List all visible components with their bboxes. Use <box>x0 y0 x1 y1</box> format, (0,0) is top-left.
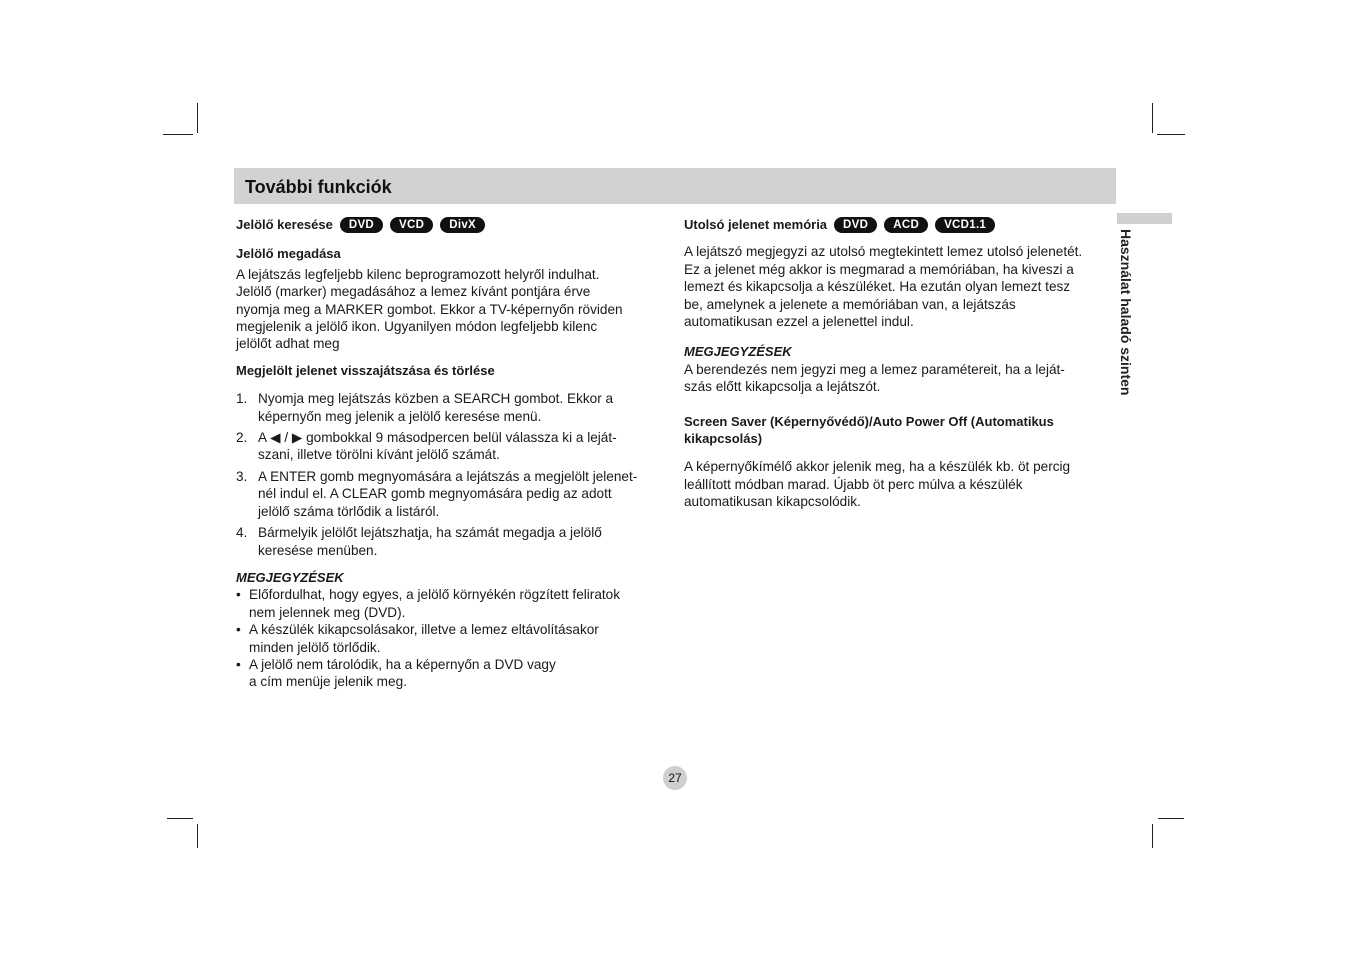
notes-heading: MEGJEGYZÉSEK <box>236 569 344 585</box>
text-line: szás előtt kikapcsolja a lejátszót. <box>684 379 881 395</box>
badge-dvd: DVD <box>340 217 383 233</box>
text-line: leállított módban marad. Újabb öt perc múlva a készülék <box>684 476 1023 492</box>
text-line: Screen Saver (Képernyővédő)/Auto Power Off (Automatikus <box>684 413 1054 429</box>
crop-mark <box>1158 818 1184 819</box>
text-line: megjelenik a jelölő ikon. Ugyanilyen módon legfeljebb kilenc <box>236 319 598 335</box>
badge-vcd: VCD <box>390 217 433 233</box>
text-line: képernyőn meg jelenik a jelölő keresése menü. <box>258 408 542 424</box>
text-line: be, amelynek a jelenete a memóriában van, a lejátszás <box>684 296 1016 312</box>
text-line: A ◀ / ▶ gombokkal 9 másodpercen belül válassza ki a leját- <box>258 430 617 446</box>
text-line: Ez a jelenet még akkor is megmarad a memóriában, ha kiveszi a <box>684 261 1074 277</box>
list-item <box>236 586 666 621</box>
side-section-label: Használat haladó szinten <box>1118 229 1134 396</box>
text-line: automatikusan kikapcsolódik. <box>684 494 861 510</box>
paragraph-last-scene <box>684 243 1114 330</box>
text-line: jelölőt adhat meg <box>236 336 340 352</box>
text-line: A készülék kikapcsolásakor, illetve a lemez eltávolításakor <box>249 622 599 638</box>
badge-dvd: DVD <box>834 217 877 233</box>
side-tab-marker <box>1117 213 1172 224</box>
text-line: nem jelennek meg (DVD). <box>249 604 406 620</box>
section-title-last-scene <box>684 216 1114 233</box>
text-line: A ENTER gomb megnyomására a lejátszás a megjelölt jelenet- <box>258 468 638 484</box>
text-line: A jelölő nem tárolódik, ha a képernyőn a DVD vagy <box>249 656 556 672</box>
badge-vcd11: VCD1.1 <box>935 217 995 233</box>
list-item <box>236 621 666 656</box>
text-line: A lejátszás legfeljebb kilenc beprogramozott helyről indulhat. <box>236 266 600 282</box>
section-title-text: Jelölő keresése <box>236 217 333 232</box>
text-line: Jelölő (marker) megadásához a lemez kívánt pontjára érve <box>236 284 591 300</box>
text-line: szani, illetve törölni kívánt jelölő számát. <box>258 447 500 463</box>
text-line: keresése menüben. <box>258 542 378 558</box>
text-line: A berendezés nem jegyzi meg a lemez paramétereit, ha a leját- <box>684 361 1065 377</box>
badge-divx: DivX <box>440 217 485 233</box>
list-item <box>236 468 666 520</box>
text-line: nyomja meg a MARKER gombot. Ekkor a TV-képernyőn röviden <box>236 301 623 317</box>
crop-mark <box>1157 134 1185 135</box>
header-bar <box>234 168 1116 204</box>
notes-heading: MEGJEGYZÉSEK <box>684 344 792 360</box>
paragraph-screen-saver <box>684 458 1114 510</box>
text-line: Előfordulhat, hogy egyes, a jelölő környékén rögzített feliratok <box>249 587 621 603</box>
crop-mark <box>197 824 198 848</box>
right-column <box>684 216 1114 511</box>
notes-list <box>236 586 666 690</box>
crop-mark <box>163 134 193 135</box>
text-line: jelölő száma törlődik a listáról. <box>258 503 440 519</box>
section-title-text: Utolsó jelenet memória <box>684 217 828 232</box>
page-title: További funkciók <box>245 177 392 197</box>
text-line: Nyomja meg lejátszás közben a SEARCH gombot. Ekkor a <box>258 391 614 407</box>
text-line: lemezt és kikapcsolja a készüléket. Ha ezután olyan lemezt tesz <box>684 279 1071 295</box>
crop-mark <box>1152 824 1153 848</box>
subheading-replay-delete: Megjelölt jelenet visszajátszása és törlése <box>236 362 495 378</box>
step-number: 2. <box>236 430 248 446</box>
list-item <box>236 390 666 425</box>
text-line: A lejátszó megjegyzi az utolsó megtekintett lemez utolsó jelenetét. <box>684 244 1083 260</box>
crop-mark <box>197 103 198 133</box>
badge-acd: ACD <box>884 217 928 233</box>
page-number: 27 <box>663 766 687 790</box>
text-line: kikapcsolás) <box>684 431 763 447</box>
text-line: minden jelölő törlődik. <box>249 639 381 655</box>
text-line: Bármelyik jelölőt lejátszhatja, ha számát megadja a jelölő <box>258 525 602 541</box>
step-number: 1. <box>236 391 248 407</box>
list-item <box>236 429 666 464</box>
text-line: automatikusan ezzel a jelenettel indul. <box>684 314 914 330</box>
left-column <box>236 216 666 691</box>
bullet-icon: • <box>236 587 241 603</box>
step-number: 4. <box>236 525 248 541</box>
text-line: nél indul el. A CLEAR gomb megnyomására pedig az adott <box>258 486 612 502</box>
list-item <box>236 524 666 559</box>
list-item <box>236 656 666 691</box>
section-title-marker-search <box>236 216 666 233</box>
crop-mark <box>167 818 193 819</box>
bullet-icon: • <box>236 656 241 672</box>
steps-list <box>236 390 666 559</box>
crop-mark <box>1152 103 1153 133</box>
subheading-screen-saver <box>684 413 1114 448</box>
subheading-set-marker: Jelölő megadása <box>236 246 341 262</box>
text-line: A képernyőkímélő akkor jelenik meg, ha a készülék kb. öt percig <box>684 459 1071 475</box>
step-number: 3. <box>236 468 248 484</box>
text-line: a cím menüje jelenik meg. <box>249 674 407 690</box>
bullet-icon: • <box>236 622 241 638</box>
paragraph-set-marker <box>236 266 666 353</box>
notes-paragraph <box>684 361 1114 396</box>
